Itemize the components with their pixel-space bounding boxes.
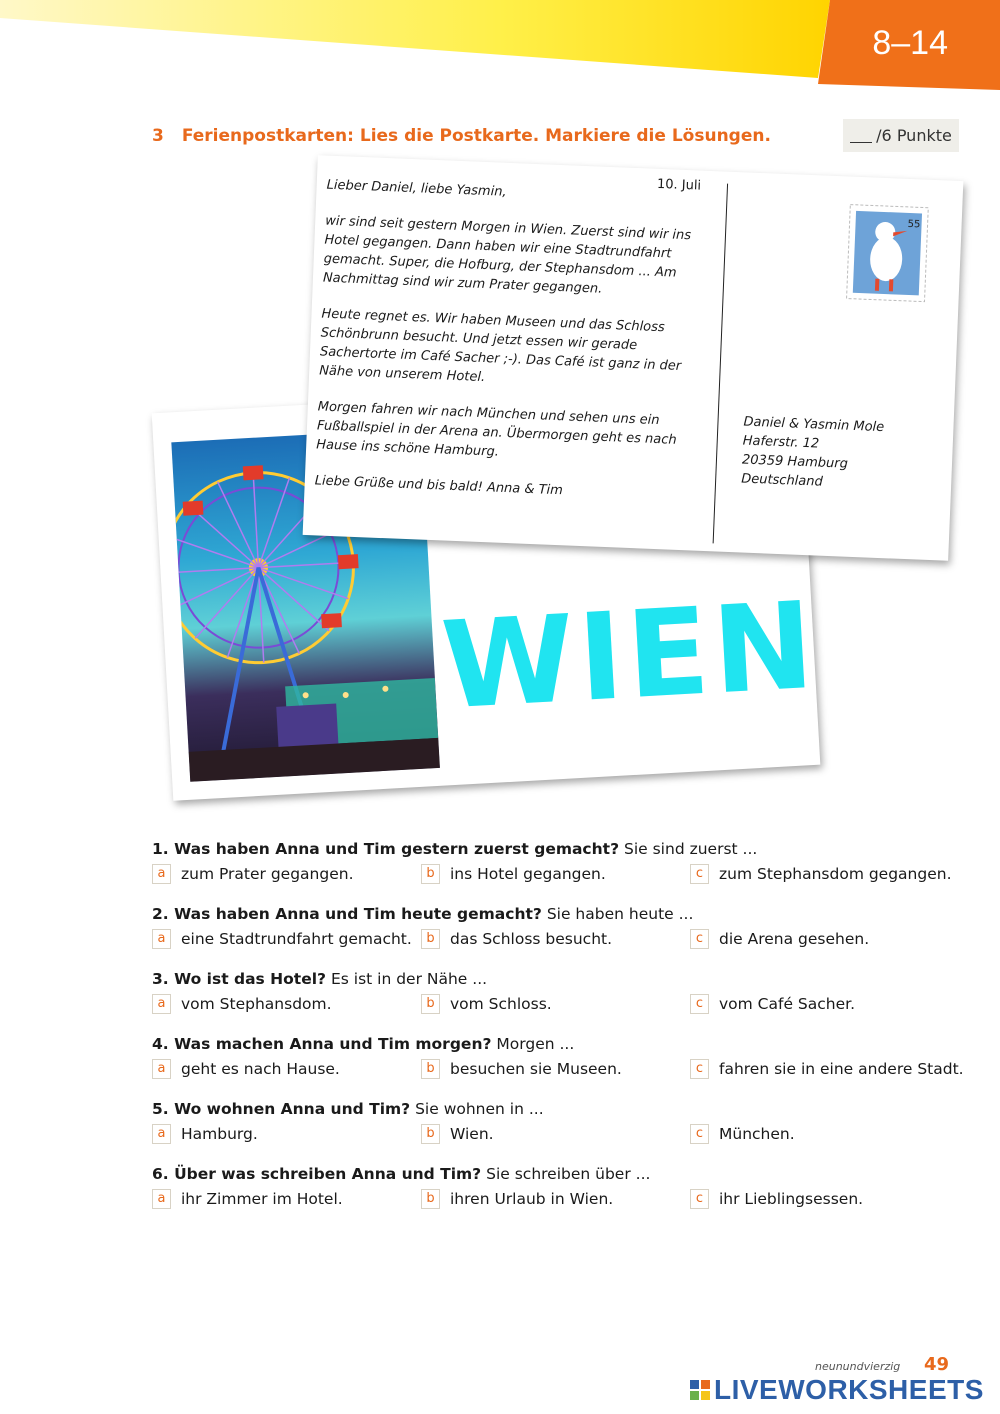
option-text: zum Stephansdom gegangen. [719,865,952,883]
task-number: 3 [152,126,164,146]
unit-range: 8–14 [872,24,948,62]
question-lead: Sie wohnen in ... [415,1100,544,1118]
question-2 [152,905,972,970]
option-a[interactable] [152,864,354,884]
postcard-divider [713,184,728,544]
option-c[interactable] [690,864,952,884]
option-b[interactable] [421,994,552,1014]
option-text: vom Stephansdom. [181,995,332,1013]
question-5 [152,1100,972,1165]
question-text [152,840,972,864]
question-prompt: 3. Wo ist das Hotel? [152,970,327,988]
postcard-closing: Liebe Grüße und bis bald! Anna & Tim [314,473,564,499]
seagull-stamp-icon [844,203,930,304]
option-text: die Arena gesehen. [719,930,870,948]
postcard-message [314,176,717,523]
option-letter-c[interactable]: c [690,994,709,1014]
option-a[interactable] [152,929,412,949]
page-number-word: neunundvierzig [815,1360,901,1373]
question-6 [152,1165,972,1230]
question-prompt: 4. Was machen Anna und Tim morgen? [152,1035,492,1053]
question-list [152,840,972,1230]
points-box [843,119,959,152]
option-letter-b[interactable]: b [421,929,440,949]
question-1 [152,840,972,905]
question-lead: Sie schreiben über ... [486,1165,651,1183]
option-text: München. [719,1125,795,1143]
option-letter-c[interactable]: c [690,864,709,884]
points-label: /6 Punkte [876,126,952,145]
option-text: zum Prater gegangen. [181,865,354,883]
postcard-paragraph: Morgen fahren wir nach München und sehen uns ein Fußballspiel in der Arena an. Übermorgen geht es nach Hause ins schöne Hamburg. [315,399,677,460]
question-text [152,1100,972,1124]
option-text: ihr Zimmer im Hotel. [181,1190,343,1208]
option-text: vom Schloss. [450,995,552,1013]
postcard-paragraph: wir sind seit gestern Morgen in Wien. Zuerst sind wir ins Hotel gegangen. Dann haben wir eine Stadtrundfahrt gemacht. Super, die Hofburg, der Stephansdom ... Am Nachmittag sind wir zum Prater gegangen. [322,213,692,297]
question-3 [152,970,972,1035]
option-text: besuchen sie Museen. [450,1060,622,1078]
question-lead: Es ist in der Nähe ... [330,970,488,988]
option-letter-b[interactable]: b [421,1189,440,1209]
option-text: vom Café Sacher. [719,995,856,1013]
question-text [152,1165,972,1189]
option-letter-c[interactable]: c [690,1059,709,1079]
question-lead: Sie haben heute ... [546,905,694,923]
question-4 [152,1035,972,1100]
option-b[interactable] [421,864,606,884]
points-blank[interactable] [850,128,872,143]
option-text: fahren sie in eine andere Stadt. [719,1060,964,1078]
option-letter-a[interactable]: a [152,1189,171,1209]
option-letter-a[interactable]: a [152,1124,171,1144]
question-prompt: 6. Über was schreiben Anna und Tim? [152,1165,482,1183]
question-prompt: 5. Wo wohnen Anna und Tim? [152,1100,411,1118]
task-instruction: Ferienpostkarten: Lies die Postkarte. Markiere die Lösungen. [181,126,771,146]
wien-title: WIEN [438,576,822,737]
postcard-greeting: Lieber Daniel, liebe Yasmin, [326,177,507,200]
option-a[interactable] [152,1059,340,1079]
stamp-value: 55 [907,218,921,231]
option-c[interactable] [690,929,869,949]
option-letter-c[interactable]: c [690,1189,709,1209]
option-b[interactable] [421,1059,622,1079]
option-letter-b[interactable]: b [421,994,440,1014]
option-letter-a[interactable]: a [152,929,171,949]
question-text [152,970,972,994]
option-text: eine Stadtrundfahrt gemacht. [181,930,412,948]
question-text [152,905,972,929]
page-number: 49 [924,1354,950,1375]
question-lead: Sie sind zuerst ... [624,840,758,858]
question-prompt: 2. Was haben Anna und Tim heute gemacht? [152,905,542,923]
option-text: ihr Lieblingsessen. [719,1190,864,1208]
option-text: das Schloss besucht. [450,930,613,948]
question-text [152,1035,972,1059]
option-letter-b[interactable]: b [421,1124,440,1144]
logo-text: LIVEWORKSHEETS [714,1374,984,1405]
option-b[interactable] [421,1124,494,1144]
liveworksheets-logo[interactable] [690,1374,984,1406]
postcard-paragraph: Heute regnet es. Wir haben Museen und das Schloss Schönbrunn besucht. Und jetzt essen wir gerade Sachertorte im Café Sacher ;-). Das Café ist ganz in der Nähe von unserem Hotel. [318,306,682,386]
option-text: Wien. [450,1125,494,1143]
task-title [152,126,771,146]
question-lead: Morgen ... [496,1035,575,1053]
address-line: 20359 Hamburg [741,452,849,472]
option-letter-a[interactable]: a [152,1059,171,1079]
option-text: ihren Urlaub in Wien. [450,1190,614,1208]
option-letter-c[interactable]: c [690,1124,709,1144]
address-line: Daniel & Yasmin Mole [743,414,885,436]
postcard-date: 10. Juli [656,176,702,194]
address-line: Haferstr. 12 [742,433,820,452]
option-c[interactable] [690,1189,863,1209]
address-line: Deutschland [740,471,824,490]
logo-blocks-icon [690,1380,710,1400]
question-prompt: 1. Was haben Anna und Tim gestern zuerst gemacht? [152,840,620,858]
option-letter-b[interactable]: b [421,864,440,884]
option-c[interactable] [690,1124,795,1144]
option-text: ins Hotel gegangen. [450,865,606,883]
option-letter-b[interactable]: b [421,1059,440,1079]
postcard-text-side [303,155,964,561]
option-b[interactable] [421,929,612,949]
option-text: Hamburg. [181,1125,258,1143]
option-text: geht es nach Hause. [181,1060,340,1078]
option-b[interactable] [421,1189,613,1209]
postcard-address [741,412,885,494]
option-c[interactable] [690,1059,964,1079]
option-letter-a[interactable]: a [152,994,171,1014]
option-letter-c[interactable]: c [690,929,709,949]
header-band [0,0,1000,90]
option-a[interactable] [152,1124,258,1144]
option-c[interactable] [690,994,855,1014]
option-a[interactable] [152,994,332,1014]
option-letter-a[interactable]: a [152,864,171,884]
option-a[interactable] [152,1189,343,1209]
